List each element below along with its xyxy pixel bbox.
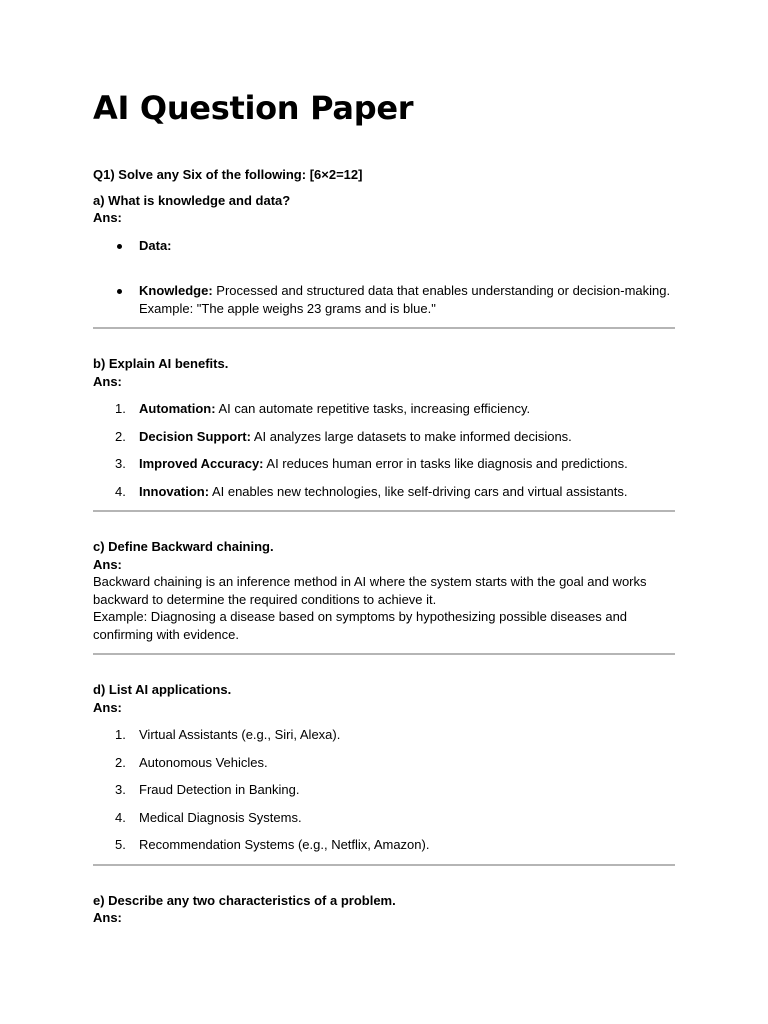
list-item [93,282,675,317]
q1-heading: Q1) Solve any Six of the following: [6×2=12] [93,167,363,182]
list-number: 4. [115,809,126,825]
section-e [93,892,675,927]
list-number: 3. [115,456,126,471]
document-body [93,88,675,927]
list-item [93,428,675,446]
page-title: AI Question Paper [93,89,414,127]
section-divider [93,327,675,329]
list-item [93,455,675,473]
list-number: 1. [115,727,126,742]
benefit-text: AI analyzes large datasets to make informed decisions. [250,428,572,444]
list-item [93,809,675,827]
list-item [93,237,675,255]
list-number: 1. [115,401,126,416]
backward-chaining-example: Example: Diagnosing a disease based on symptoms by hypothesizing possible diseases and confirming with evidence. [93,609,628,642]
section-b-question: b) Explain AI benefits. [93,356,229,371]
term-data: Data: [139,237,172,253]
section-divider [93,510,675,512]
section-d-list [93,726,675,854]
benefit-term: Improved Accuracy: [139,456,264,471]
section-d [93,681,675,866]
application-text: Virtual Assistants (e.g., Siri, Alexa). [139,727,341,742]
application-text: Fraud Detection in Banking. [139,782,300,797]
list-number: 2. [115,754,126,770]
section-e-ans-label: Ans: [93,910,122,925]
section-b-list [93,400,675,500]
benefit-term: Innovation: [139,483,210,499]
term-knowledge: Knowledge: [139,283,213,298]
benefit-term: Decision Support: [139,428,251,444]
benefit-text: AI enables new technologies, like self-driving cars and virtual assistants. [209,483,628,499]
list-item [93,754,675,772]
list-item [93,483,675,501]
list-item [93,400,675,418]
section-b [93,355,675,512]
list-number: 3. [115,782,126,797]
section-d-ans-label: Ans: [93,699,122,715]
benefit-term: Automation: [139,401,216,416]
term-knowledge-text: Processed and structured data that enables understanding or decision-making. [212,283,671,298]
list-number: 4. [115,483,126,499]
section-a-question: a) What is knowledge and data? [93,192,291,208]
section-c-question: c) Define Backward chaining. [93,539,274,554]
list-item [93,726,675,744]
section-c-ans-label: Ans: [93,556,122,572]
section-b-ans-label: Ans: [93,373,122,389]
application-text: Recommendation Systems (e.g., Netflix, Amazon). [139,837,430,852]
section-a-list [93,237,675,318]
list-number: 5. [115,837,126,852]
application-text: Medical Diagnosis Systems. [139,809,302,825]
section-divider [93,864,675,866]
section-d-question: d) List AI applications. [93,682,232,697]
section-a-ans-label: Ans: [93,210,122,225]
knowledge-example: Example: "The apple weighs 23 grams and is blue." [139,300,436,316]
benefit-text: AI can automate repetitive tasks, increasing efficiency. [215,401,531,416]
list-item [93,781,675,799]
application-text: Autonomous Vehicles. [139,754,268,770]
list-item [93,836,675,854]
section-divider [93,653,675,655]
section-c [93,538,675,655]
section-a [93,192,675,330]
backward-chaining-definition: Backward chaining is an inference method in AI where the system starts with the goal and works backward to determine the required conditions to achieve it. [93,574,647,607]
list-number: 2. [115,428,126,444]
benefit-text: AI reduces human error in tasks like diagnosis and predictions. [263,456,628,471]
section-e-question: e) Describe any two characteristics of a problem. [93,892,396,908]
